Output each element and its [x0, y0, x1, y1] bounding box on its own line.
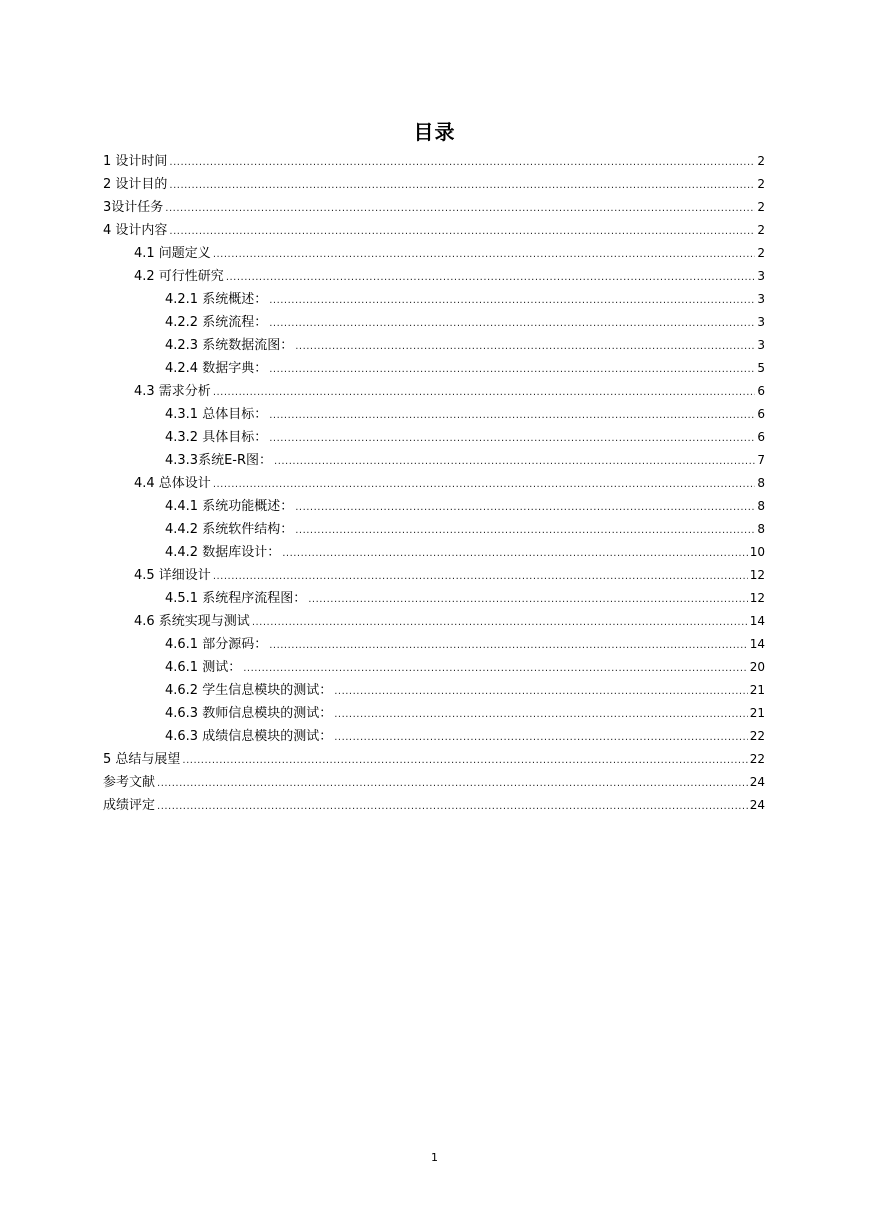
- toc-entry-title: 成绩评定: [103, 798, 156, 813]
- toc-entry-page: 3: [757, 269, 765, 283]
- toc-entry[interactable]: [103, 725, 765, 748]
- toc-entry[interactable]: [103, 541, 765, 564]
- toc-entry[interactable]: [103, 633, 765, 656]
- toc-entry-page: 20: [749, 660, 765, 674]
- toc-entry[interactable]: [103, 219, 765, 242]
- toc-dot-leader: [165, 197, 755, 220]
- toc-entry-page: 6: [757, 407, 765, 421]
- toc-entry[interactable]: [103, 771, 765, 794]
- toc-entry[interactable]: [103, 518, 765, 541]
- toc-entry-page: 22: [749, 729, 765, 743]
- toc-entry-title: 4.3.1 总体目标：: [165, 407, 268, 422]
- toc-entry-title: 4.6.1 部分源码：: [165, 637, 268, 652]
- toc-entry[interactable]: [103, 495, 765, 518]
- toc-entry-page: 24: [749, 775, 765, 789]
- toc-entry-title: 4.6 系统实现与测试: [134, 614, 250, 629]
- toc-entry-title: 4.1 问题定义: [134, 246, 211, 261]
- toc-entry-page: 3: [757, 292, 765, 306]
- toc-dot-leader: [169, 220, 755, 243]
- toc-entry[interactable]: [103, 334, 765, 357]
- toc-entry-page: 3: [757, 315, 765, 329]
- toc-dot-leader: [274, 450, 755, 473]
- toc-entry[interactable]: [103, 702, 765, 725]
- toc-entry-title: 4.2.3 系统数据流图：: [165, 338, 294, 353]
- toc-entry-page: 6: [757, 384, 765, 398]
- toc-entry-page: 2: [757, 177, 765, 191]
- toc-entry[interactable]: [103, 173, 765, 196]
- toc-entry-page: 12: [749, 568, 765, 582]
- toc-entry-title: 1 设计时间: [103, 154, 168, 169]
- toc-dot-leader: [269, 358, 755, 381]
- toc-entry-title: 3设计任务: [103, 200, 164, 215]
- toc-entry-title: 4.4.1 系统功能概述：: [165, 499, 294, 514]
- toc-entry-title: 参考文献: [103, 775, 156, 790]
- toc-entry[interactable]: [103, 311, 765, 334]
- toc-dot-leader: [157, 795, 748, 818]
- toc-entry-title: 4.4.2 系统软件结构：: [165, 522, 294, 537]
- toc-entry[interactable]: [103, 794, 765, 817]
- toc-dot-leader: [226, 266, 756, 289]
- toc-entry-title: 4.6.2 学生信息模块的测试：: [165, 683, 333, 698]
- toc-entry-page: 5: [757, 361, 765, 375]
- toc-entry-title: 4.5.1 系统程序流程图：: [165, 591, 307, 606]
- toc-dot-leader: [269, 289, 755, 312]
- toc-dot-leader: [282, 542, 748, 565]
- toc-entry-title: 4.3.3系统E-R图：: [165, 453, 273, 468]
- toc-dot-leader: [213, 473, 756, 496]
- toc-entry[interactable]: [103, 472, 765, 495]
- toc-entry-title: 4.6.3 成绩信息模块的测试：: [165, 729, 333, 744]
- page-title: 目录: [413, 120, 456, 144]
- toc-entry-title: 4 设计内容: [103, 223, 168, 238]
- toc-entry-title: 5 总结与展望: [103, 752, 181, 767]
- toc-entry-page: 3: [757, 338, 765, 352]
- toc-entry-title: 4.3.2 具体目标：: [165, 430, 268, 445]
- toc-entry-title: 4.2.2 系统流程：: [165, 315, 268, 330]
- toc-entry[interactable]: [103, 748, 765, 771]
- toc-entry-page: 2: [757, 223, 765, 237]
- toc-dot-leader: [269, 404, 755, 427]
- table-of-contents: [103, 150, 765, 817]
- toc-entry-title: 2 设计目的: [103, 177, 168, 192]
- toc-entry[interactable]: [103, 426, 765, 449]
- toc-entry[interactable]: [103, 357, 765, 380]
- toc-entry[interactable]: [103, 150, 765, 173]
- toc-entry-page: 12: [749, 591, 765, 605]
- toc-entry[interactable]: [103, 610, 765, 633]
- toc-entry-page: 14: [749, 614, 765, 628]
- toc-dot-leader: [334, 726, 748, 749]
- toc-dot-leader: [213, 565, 748, 588]
- toc-entry[interactable]: [103, 656, 765, 679]
- toc-dot-leader: [243, 657, 748, 680]
- toc-dot-leader: [334, 680, 748, 703]
- toc-entry-page: 2: [757, 154, 765, 168]
- toc-entry[interactable]: [103, 679, 765, 702]
- toc-dot-leader: [157, 772, 748, 795]
- toc-dot-leader: [269, 312, 755, 335]
- toc-entry[interactable]: [103, 265, 765, 288]
- toc-entry-title: 4.3 需求分析: [134, 384, 211, 399]
- page-number: 1: [431, 1151, 438, 1164]
- toc-dot-leader: [213, 243, 756, 266]
- toc-entry-page: 2: [757, 200, 765, 214]
- toc-entry-page: 21: [749, 683, 765, 697]
- toc-entry-page: 7: [757, 453, 765, 467]
- toc-entry[interactable]: [103, 196, 765, 219]
- toc-entry-title: 4.2.4 数据字典：: [165, 361, 268, 376]
- toc-dot-leader: [252, 611, 748, 634]
- toc-dot-leader: [269, 634, 748, 657]
- toc-entry[interactable]: [103, 449, 765, 472]
- toc-entry-title: 4.6.3 教师信息模块的测试：: [165, 706, 333, 721]
- toc-dot-leader: [334, 703, 748, 726]
- toc-entry-title: 4.5 详细设计: [134, 568, 211, 583]
- toc-entry-page: 6: [757, 430, 765, 444]
- toc-entry[interactable]: [103, 380, 765, 403]
- toc-entry[interactable]: [103, 242, 765, 265]
- toc-entry-title: 4.2.1 系统概述：: [165, 292, 268, 307]
- toc-entry-page: 8: [757, 522, 765, 536]
- toc-entry-title: 4.4 总体设计: [134, 476, 211, 491]
- toc-entry-page: 21: [749, 706, 765, 720]
- toc-dot-leader: [308, 588, 748, 611]
- toc-entry-title: 4.4.2 数据库设计：: [165, 545, 281, 560]
- toc-dot-leader: [182, 749, 747, 772]
- toc-dot-leader: [295, 335, 755, 358]
- toc-entry-title: 4.2 可行性研究: [134, 269, 224, 284]
- toc-dot-leader: [213, 381, 756, 404]
- toc-entry-page: 2: [757, 246, 765, 260]
- toc-entry[interactable]: [103, 403, 765, 426]
- toc-entry-page: 8: [757, 476, 765, 490]
- toc-entry-page: 22: [749, 752, 765, 766]
- toc-entry-page: 8: [757, 499, 765, 513]
- toc-entry[interactable]: [103, 288, 765, 311]
- toc-dot-leader: [295, 496, 755, 519]
- toc-entry[interactable]: [103, 564, 765, 587]
- toc-entry-page: 10: [749, 545, 765, 559]
- toc-entry-page: 14: [749, 637, 765, 651]
- toc-dot-leader: [269, 427, 755, 450]
- toc-dot-leader: [169, 174, 755, 197]
- toc-entry-title: 4.6.1 测试：: [165, 660, 242, 675]
- toc-entry[interactable]: [103, 587, 765, 610]
- toc-dot-leader: [169, 151, 755, 174]
- toc-entry-page: 24: [749, 798, 765, 812]
- toc-dot-leader: [295, 519, 755, 542]
